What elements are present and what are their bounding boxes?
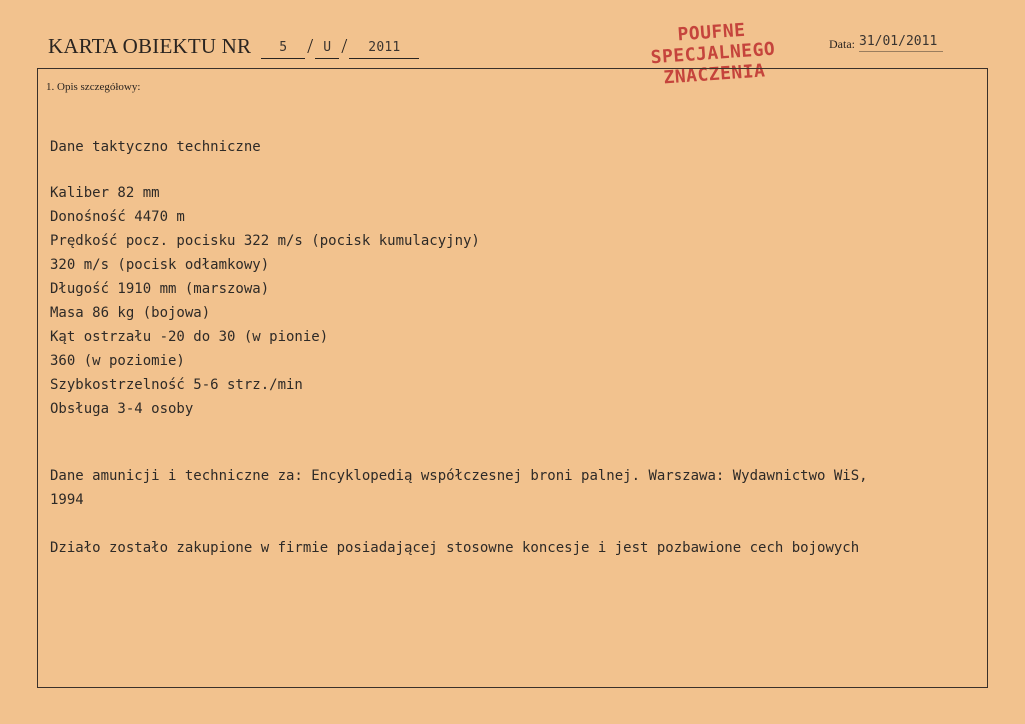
spec-line: 360 (w poziomie) bbox=[50, 353, 185, 369]
date-label: Data: bbox=[829, 37, 855, 51]
date-value: 31/01/2011 bbox=[859, 34, 943, 52]
date-block bbox=[829, 34, 943, 52]
spec-line: Szybkostrzelność 5-6 strz./min bbox=[50, 377, 303, 393]
spec-line: Kąt ostrzału -20 do 30 (w pionie) bbox=[50, 329, 329, 345]
spec-line: Kaliber 82 mm bbox=[50, 185, 160, 201]
specs-list bbox=[50, 181, 970, 421]
card-title bbox=[48, 34, 419, 59]
section-label: 1. Opis szczegółowy: bbox=[46, 81, 141, 93]
acquisition-note: Działo zostało zakupione w firmie posiadającej stosowne koncesje i jest pozbawione cech bojowych bbox=[50, 540, 860, 556]
separator-1: / bbox=[307, 34, 314, 58]
source-line-1: Dane amunicji i techniczne za: Encyklopedią współczesnej broni palnej. Warszawa: Wydawnictwo WiS, bbox=[50, 468, 868, 484]
description-box bbox=[37, 68, 988, 688]
spec-line: Donośność 4470 m bbox=[50, 209, 185, 225]
stamp-line-1: POUFNE bbox=[676, 19, 747, 46]
separator-2: / bbox=[341, 34, 348, 58]
spec-line: Obsługa 3-4 osoby bbox=[50, 401, 194, 417]
stamp-line-3: ZNACZENIA bbox=[662, 60, 767, 89]
spec-line: Masa 86 kg (bojowa) bbox=[50, 305, 211, 321]
spec-line: Długość 1910 mm (marszowa) bbox=[50, 281, 270, 297]
object-year-field: 2011 bbox=[349, 40, 419, 59]
object-series-field: U bbox=[315, 40, 339, 59]
source-note bbox=[50, 464, 970, 512]
stamp-line-2: SPECJALNEGO bbox=[650, 38, 776, 69]
source-line-2: 1994 bbox=[50, 492, 84, 508]
object-number-field: 5 bbox=[261, 40, 305, 59]
spec-line: 320 m/s (pocisk odłamkowy) bbox=[50, 257, 270, 273]
card-title-label: KARTA OBIEKTU NR bbox=[48, 34, 252, 58]
specs-heading: Dane taktyczno techniczne bbox=[50, 139, 261, 155]
spec-line: Prędkość pocz. pocisku 322 m/s (pocisk kumulacyjny) bbox=[50, 233, 480, 249]
